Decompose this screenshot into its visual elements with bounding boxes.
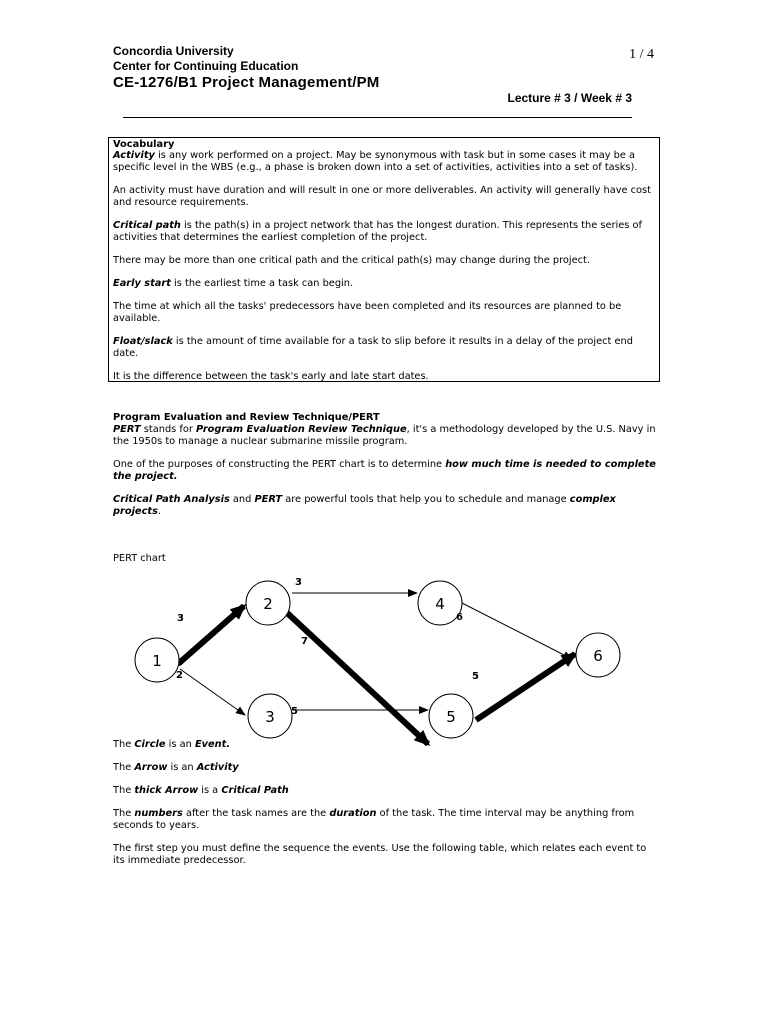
duration-term: duration	[329, 808, 377, 819]
duration-4-6: 6	[456, 612, 463, 623]
duration-1-3: 2	[176, 670, 183, 681]
pert-term: PERT	[113, 424, 141, 435]
legend-text: The	[113, 739, 135, 750]
early-def-text: is the earliest time a task can begin.	[170, 278, 354, 289]
critical-path-term-legend: Critical Path	[221, 785, 289, 796]
pert-chart-label: PERT chart	[113, 553, 166, 564]
activity-term-legend: Activity	[196, 762, 239, 773]
activity-definition-2: An activity must have duration and will result in one or more deliverables. An activity will generally have cost and resource requirements.	[113, 185, 651, 208]
event-node-6	[576, 633, 620, 677]
legend-text: is a	[198, 785, 222, 796]
pert-heading: Program Evaluation and Review Technique/PERT	[113, 412, 380, 423]
pert-full-term: Program Evaluation Review Technique	[195, 424, 407, 435]
legend-numbers	[113, 808, 658, 832]
activity-2-5-arrow	[284, 610, 428, 744]
node-label: 2	[263, 595, 273, 613]
legend-circle	[113, 739, 658, 751]
duration-1-2: 3	[177, 613, 184, 624]
legend-arrow	[113, 762, 658, 774]
event-node-5	[429, 694, 473, 738]
float-def-text: is the amount of time available for a task to slip before it results in a delay of the project end date.	[113, 336, 633, 359]
pert-p2-emphasis: how much time is needed to complete the project.	[113, 459, 656, 482]
node-label: 6	[593, 647, 603, 665]
numbers-term: numbers	[134, 808, 183, 819]
circle-term: Circle	[134, 739, 166, 750]
pert-p2-text: One of the purposes of constructing the PERT chart is to determine	[113, 459, 446, 470]
lecture-label: Lecture # 3 / Week # 3	[507, 91, 632, 105]
legend-text: The	[113, 785, 135, 796]
float-term: Float/slack	[113, 336, 173, 347]
node-label: 1	[152, 652, 162, 670]
early-start-term: Early start	[113, 278, 171, 289]
pert-p3-text-a: and	[229, 494, 255, 505]
activity-5-6-arrow	[476, 654, 575, 720]
pert-term-2: PERT	[254, 494, 283, 505]
center-name: Center for Continuing Education	[113, 59, 299, 73]
duration-2-4: 3	[295, 577, 302, 588]
pert-p3-text-c: .	[157, 506, 162, 517]
thick-arrow-term: thick Arrow	[134, 785, 199, 796]
legend-text: The	[113, 808, 135, 819]
event-node-3	[248, 694, 292, 738]
page-number: 1 / 4	[629, 47, 654, 62]
activity-4-6-arrow	[460, 602, 572, 659]
event-node-2	[246, 581, 290, 625]
legend-first-step: The first step you must define the sequence the events. Use the following table, which relates each event to its immediate predecessor.	[113, 843, 647, 866]
activity-def-text: is any work performed on a project. May be synonymous with task but in some cases it may be a specific level in the WBS (e.g., a phase is broken down into a set of activities, activities into a set of tasks).	[113, 150, 638, 173]
activity-term: Activity	[113, 150, 155, 161]
legend-section	[113, 739, 658, 867]
arrow-term: Arrow	[134, 762, 168, 773]
vocabulary-title: Vocabulary	[113, 139, 175, 150]
duration-3-5: 5	[291, 706, 298, 717]
float-definition-2: It is the difference between the task's early and late start dates.	[113, 371, 429, 382]
duration-2-5: 7	[301, 636, 308, 647]
legend-text: after the task names are the	[182, 808, 330, 819]
course-title: CE-1276/B1 Project Management/PM	[113, 74, 380, 91]
pert-p3-text-b: are powerful tools that help you to schedule and manage	[282, 494, 570, 505]
legend-text: is an	[167, 762, 197, 773]
activity-1-3-arrow	[180, 669, 245, 715]
activity-1-2-arrow	[178, 606, 244, 664]
pert-p1-text-b: , it's a methodology developed by the U.S. Navy in the 1950s to manage a nuclear submarine missile program.	[113, 424, 656, 447]
university-name: Concordia University	[113, 44, 234, 58]
pert-p1-text-a: stands for	[140, 424, 196, 435]
legend-thick-arrow	[113, 785, 658, 797]
critical-def-text: is the path(s) in a project network that has the longest duration. This represents the series of activities that determines the earliest completion of the project.	[113, 220, 642, 243]
legend-text: The	[113, 762, 135, 773]
cpa-term: Critical Path Analysis	[113, 494, 230, 505]
node-label: 3	[265, 708, 275, 726]
legend-text: of the task. The time interval may be anything from seconds to years.	[113, 808, 635, 831]
critical-path-term: Critical path	[113, 220, 181, 231]
complex-projects-term: complex projects	[113, 494, 616, 517]
node-label: 5	[446, 708, 456, 726]
event-term: Event.	[194, 739, 231, 750]
node-label: 4	[435, 595, 445, 613]
legend-text: is an	[165, 739, 195, 750]
event-node-1	[135, 638, 179, 682]
duration-5-6: 5	[472, 671, 479, 682]
critical-path-definition-2: There may be more than one critical path and the critical path(s) may change during the project.	[113, 255, 590, 266]
early-start-definition-2: The time at which all the tasks' predecessors have been completed and its resources are planned to be available.	[113, 301, 622, 324]
